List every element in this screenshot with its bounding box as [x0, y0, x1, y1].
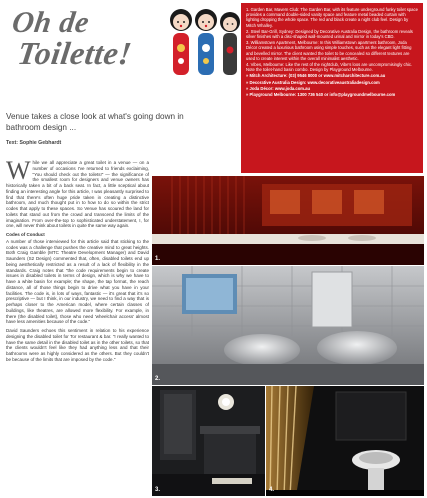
drop-cap: W [6, 160, 31, 185]
photo-steel-bar-grill [152, 266, 424, 385]
photo-number: 4. [269, 487, 275, 493]
photo-number: 2. [155, 376, 161, 382]
title-line-2: Toilette! [15, 35, 135, 71]
photo-williamstown-apartment [152, 386, 265, 496]
caption-4: 4. Vibes, Melbourne: Like the rest of the nightclub, Vibe's loos are uncompromisingly chic. Note the toilet-hand basin combo. Design by Playground Melbourne. [246, 62, 413, 73]
byline: Text: Sophie Gebhardt [6, 140, 62, 146]
contact-4: » Playground Melbourne: 1300 736 540 or info@playgroundmelbourne.com [246, 92, 396, 98]
body-paragraph-1: hile we all appreciate a great toilet in a venue — on a number of occasions I've returned to friends exclaiming, "You should check out the toilets!" — the significance of the smallest room for designers and venue owners has historically taken a bit of a back seat. In fact, a little sceptical about finding an interesting angle for this article, I was pleasantly surprised to find that there's often huge pride taken in creating a distinctive bathroom, and much thought put in to how to do so within the strict codes that apply to these spaces. So Venue has scoured the land for toilets that stand out from the crowd and transcend the limits of the imagination. From over-the-top to sophisticated understatement, I, for one, will never think about toilets in quite the same way again. [6, 160, 149, 229]
body-paragraph [6, 160, 149, 229]
caption-3: 3. Williamstown Apartment, Melbourne: In this Williamstown apartment bathroom, Joda Décor created a luxurious bathroom using simple touches, such as the elegant light fitting and bevelled mirror. The client wanted the toilet to be concealed so different textures are used to create interest within the overall minimalist aesthetic. [246, 40, 412, 61]
contact-3: » Joda Décor: www.joda.com.au [246, 85, 311, 91]
body-paragraph-3: David Saunders echoes this sentiment in relation to his experience designing the disabled toilet for Tor restaurant & bar. "I really wanted to have the same detail in the disabled toilet as in the other toilets, so that the clients wouldn't feel like they had anything less and that their bathrooms were as highly considered as the others. But they couldn't be because of the limits that are imposed by the code." [6, 328, 149, 362]
caption-2: 2. Steel Bar-Grill, Sydney: Designed by Decorative Australia Design, the bathroom reveals silver finishes with a disc-shaped wall-mounted urinal and mirror in today's CBD. [246, 28, 413, 40]
doll-figurine-illustration [218, 6, 242, 78]
article-body [6, 160, 149, 494]
intro-text: Venue takes a close look at what's going down in bathroom design ... [6, 112, 184, 132]
caption-panel [241, 3, 423, 173]
photo-vibes-nightclub [266, 386, 424, 496]
body-paragraph-2: A number of those interviewed for this article said that sticking to the codes was a challenge that pushes the creative mind to great heights. Both Craig Gamble (MTC Theatre Development Manager) and David Saunders (S2 Design) commented that, often, disabled toilets end up being aesthetically restricted as a result of a lack of flexibility in the standards. Craig notes that "the code requirements begin to create issues in disabled toilets in terms of design, which is why we have to have a white basin for example; the shape, the tap format, the reach distance, all of those things begin to drive what you have in your facilities. The code is, in lots of ways, fantastic — it's great that it's so prescriptive — but I think, in our industry, we need to find a way that is perhaps closer to the American model, where certain classes of buildings, like theatres, are allowed more flexibility. For example, in there (the disabled toilet), those who need 'wheelchair access' almost have less amenities because of the code." [6, 238, 149, 325]
caption-1: 1. Garden Bar, Mavern Club: The Garden Bar, with its feature underground funky toilet space provides a command double-sided vanity space and feature metal beaded curtain with lighting dropping the whole space. The red and black create a night club feel. Design by Mitch Whalley. [246, 7, 418, 28]
doll-figurine-illustration [168, 6, 194, 78]
photo-number: 3. [155, 487, 161, 493]
doll-figurine-illustration [193, 6, 219, 78]
subheading: Codes of Conduct [6, 232, 45, 237]
photo-number: 1. [155, 256, 161, 262]
contact-2: » Decorative Australia Design: www.decorativeaustraliadesign.com [246, 79, 380, 85]
contact-1: » Mitch Architecture: (03) 9546 8000 or www.mitcharchitecture.com.au [246, 73, 386, 79]
photo-garden-bar [152, 176, 424, 265]
title-line-1: Oh de [10, 6, 92, 39]
